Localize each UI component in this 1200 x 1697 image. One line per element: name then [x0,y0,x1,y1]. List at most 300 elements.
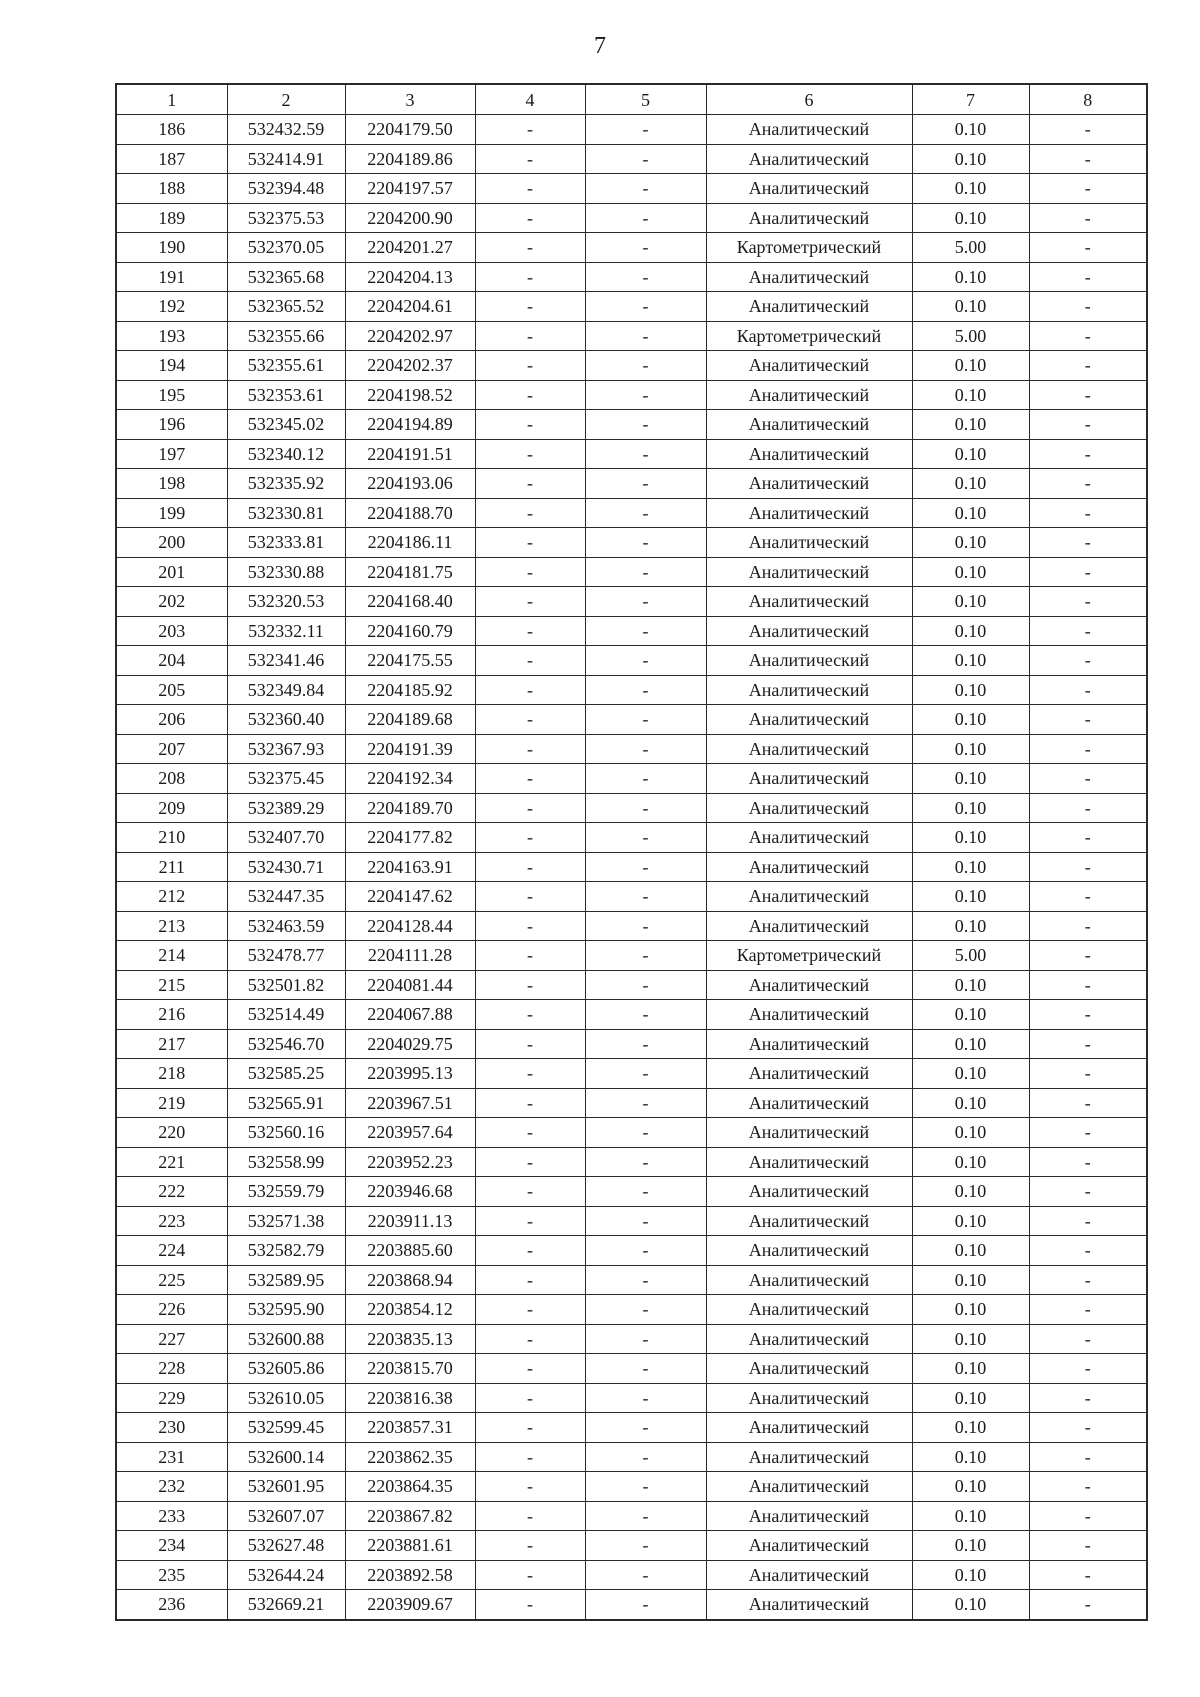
y-coordinate-cell: 2204188.70 [345,498,475,528]
column-4-cell: - [475,1000,585,1030]
table-row [116,1177,1147,1207]
point-number-cell: 231 [116,1442,227,1472]
accuracy-cell: 0.10 [912,646,1029,676]
x-coordinate-cell: 532320.53 [227,587,345,617]
y-coordinate-cell: 2204202.37 [345,351,475,381]
column-header-1: 1 [116,84,227,115]
y-coordinate-cell: 2203854.12 [345,1295,475,1325]
column-4-cell: - [475,1383,585,1413]
y-coordinate-cell: 2203835.13 [345,1324,475,1354]
accuracy-cell: 0.10 [912,469,1029,499]
table-row [116,203,1147,233]
column-8-cell: - [1029,233,1147,263]
column-5-cell: - [585,823,706,853]
method-cell: Аналитический [706,1177,912,1207]
accuracy-cell: 0.10 [912,1236,1029,1266]
column-8-cell: - [1029,1442,1147,1472]
x-coordinate-cell: 532627.48 [227,1531,345,1561]
header-row [116,84,1147,115]
table-row [116,1147,1147,1177]
method-cell: Аналитический [706,380,912,410]
column-header-6: 6 [706,84,912,115]
accuracy-cell: 0.10 [912,1383,1029,1413]
y-coordinate-cell: 2204185.92 [345,675,475,705]
method-cell: Аналитический [706,1265,912,1295]
accuracy-cell: 0.10 [912,203,1029,233]
column-5-cell: - [585,882,706,912]
accuracy-cell: 0.10 [912,1118,1029,1148]
method-cell: Аналитический [706,1147,912,1177]
column-5-cell: - [585,144,706,174]
x-coordinate-cell: 532330.81 [227,498,345,528]
x-coordinate-cell: 532333.81 [227,528,345,558]
y-coordinate-cell: 2204160.79 [345,616,475,646]
column-8-cell: - [1029,616,1147,646]
method-cell: Аналитический [706,557,912,587]
column-8-cell: - [1029,1354,1147,1384]
column-5-cell: - [585,1442,706,1472]
y-coordinate-cell: 2204191.51 [345,439,475,469]
accuracy-cell: 5.00 [912,321,1029,351]
x-coordinate-cell: 532501.82 [227,970,345,1000]
column-4-cell: - [475,911,585,941]
column-5-cell: - [585,1560,706,1590]
x-coordinate-cell: 532367.93 [227,734,345,764]
column-8-cell: - [1029,439,1147,469]
accuracy-cell: 0.10 [912,1147,1029,1177]
y-coordinate-cell: 2204204.13 [345,262,475,292]
method-cell: Аналитический [706,734,912,764]
table-row [116,1560,1147,1590]
column-4-cell: - [475,1324,585,1354]
column-4-cell: - [475,764,585,794]
point-number-cell: 189 [116,203,227,233]
column-5-cell: - [585,351,706,381]
method-cell: Аналитический [706,1383,912,1413]
point-number-cell: 207 [116,734,227,764]
column-5-cell: - [585,970,706,1000]
column-8-cell: - [1029,1236,1147,1266]
x-coordinate-cell: 532607.07 [227,1501,345,1531]
column-5-cell: - [585,1059,706,1089]
x-coordinate-cell: 532353.61 [227,380,345,410]
y-coordinate-cell: 2203911.13 [345,1206,475,1236]
point-number-cell: 213 [116,911,227,941]
column-4-cell: - [475,469,585,499]
column-4-cell: - [475,1354,585,1384]
column-5-cell: - [585,1147,706,1177]
table-row [116,1501,1147,1531]
y-coordinate-cell: 2203952.23 [345,1147,475,1177]
column-4-cell: - [475,1590,585,1620]
column-5-cell: - [585,616,706,646]
method-cell: Аналитический [706,823,912,853]
column-4-cell: - [475,498,585,528]
column-4-cell: - [475,1059,585,1089]
x-coordinate-cell: 532355.61 [227,351,345,381]
column-5-cell: - [585,705,706,735]
x-coordinate-cell: 532360.40 [227,705,345,735]
accuracy-cell: 0.10 [912,764,1029,794]
x-coordinate-cell: 532600.88 [227,1324,345,1354]
table-row [116,1413,1147,1443]
method-cell: Аналитический [706,498,912,528]
table-row [116,233,1147,263]
y-coordinate-cell: 2204175.55 [345,646,475,676]
accuracy-cell: 0.10 [912,1295,1029,1325]
column-8-cell: - [1029,262,1147,292]
table-row [116,1590,1147,1620]
point-number-cell: 210 [116,823,227,853]
y-coordinate-cell: 2203867.82 [345,1501,475,1531]
table-row [116,1531,1147,1561]
point-number-cell: 216 [116,1000,227,1030]
method-cell: Картометрический [706,233,912,263]
column-4-cell: - [475,1236,585,1266]
x-coordinate-cell: 532601.95 [227,1472,345,1502]
y-coordinate-cell: 2203885.60 [345,1236,475,1266]
x-coordinate-cell: 532349.84 [227,675,345,705]
x-coordinate-cell: 532389.29 [227,793,345,823]
column-8-cell: - [1029,705,1147,735]
page-number: 7 [594,33,606,59]
point-number-cell: 200 [116,528,227,558]
method-cell: Аналитический [706,528,912,558]
column-5-cell: - [585,498,706,528]
y-coordinate-cell: 2204177.82 [345,823,475,853]
method-cell: Аналитический [706,1472,912,1502]
method-cell: Аналитический [706,203,912,233]
y-coordinate-cell: 2204204.61 [345,292,475,322]
point-number-cell: 223 [116,1206,227,1236]
column-4-cell: - [475,262,585,292]
column-5-cell: - [585,380,706,410]
column-4-cell: - [475,1413,585,1443]
accuracy-cell: 0.10 [912,1531,1029,1561]
y-coordinate-cell: 2203957.64 [345,1118,475,1148]
x-coordinate-cell: 532558.99 [227,1147,345,1177]
accuracy-cell: 0.10 [912,1324,1029,1354]
accuracy-cell: 0.10 [912,1354,1029,1384]
column-4-cell: - [475,1088,585,1118]
column-4-cell: - [475,1295,585,1325]
column-8-cell: - [1029,911,1147,941]
accuracy-cell: 0.10 [912,144,1029,174]
table-row [116,292,1147,322]
column-4-cell: - [475,410,585,440]
point-number-cell: 221 [116,1147,227,1177]
accuracy-cell: 0.10 [912,793,1029,823]
point-number-cell: 215 [116,970,227,1000]
column-5-cell: - [585,410,706,440]
y-coordinate-cell: 2204081.44 [345,970,475,1000]
column-5-cell: - [585,852,706,882]
table-row [116,351,1147,381]
accuracy-cell: 0.10 [912,351,1029,381]
column-header-4: 4 [475,84,585,115]
point-number-cell: 217 [116,1029,227,1059]
y-coordinate-cell: 2203857.31 [345,1413,475,1443]
accuracy-cell: 5.00 [912,233,1029,263]
column-4-cell: - [475,1206,585,1236]
column-8-cell: - [1029,1531,1147,1561]
y-coordinate-cell: 2204189.86 [345,144,475,174]
accuracy-cell: 0.10 [912,498,1029,528]
column-8-cell: - [1029,1472,1147,1502]
column-8-cell: - [1029,646,1147,676]
accuracy-cell: 0.10 [912,1413,1029,1443]
table-row [116,1442,1147,1472]
point-number-cell: 194 [116,351,227,381]
column-8-cell: - [1029,1383,1147,1413]
accuracy-cell: 0.10 [912,1206,1029,1236]
point-number-cell: 198 [116,469,227,499]
column-5-cell: - [585,734,706,764]
table-row [116,1324,1147,1354]
x-coordinate-cell: 532600.14 [227,1442,345,1472]
column-5-cell: - [585,1177,706,1207]
table-row [116,528,1147,558]
column-5-cell: - [585,911,706,941]
x-coordinate-cell: 532605.86 [227,1354,345,1384]
x-coordinate-cell: 532669.21 [227,1590,345,1620]
column-4-cell: - [475,941,585,971]
point-number-cell: 195 [116,380,227,410]
table-row [116,1118,1147,1148]
y-coordinate-cell: 2204192.34 [345,764,475,794]
table-row [116,262,1147,292]
column-8-cell: - [1029,292,1147,322]
column-5-cell: - [585,439,706,469]
point-number-cell: 211 [116,852,227,882]
table-row [116,144,1147,174]
table-row [116,941,1147,971]
column-4-cell: - [475,1501,585,1531]
y-coordinate-cell: 2203946.68 [345,1177,475,1207]
method-cell: Аналитический [706,292,912,322]
column-5-cell: - [585,1324,706,1354]
method-cell: Аналитический [706,1236,912,1266]
column-header-5: 5 [585,84,706,115]
table-row [116,174,1147,204]
accuracy-cell: 0.10 [912,1059,1029,1089]
x-coordinate-cell: 532560.16 [227,1118,345,1148]
accuracy-cell: 0.10 [912,262,1029,292]
table-row [116,587,1147,617]
column-8-cell: - [1029,557,1147,587]
column-5-cell: - [585,528,706,558]
column-5-cell: - [585,174,706,204]
accuracy-cell: 0.10 [912,675,1029,705]
y-coordinate-cell: 2204179.50 [345,115,475,145]
column-5-cell: - [585,587,706,617]
x-coordinate-cell: 532430.71 [227,852,345,882]
y-coordinate-cell: 2204181.75 [345,557,475,587]
x-coordinate-cell: 532414.91 [227,144,345,174]
column-5-cell: - [585,1590,706,1620]
column-4-cell: - [475,587,585,617]
x-coordinate-cell: 532355.66 [227,321,345,351]
column-8-cell: - [1029,1206,1147,1236]
table-row [116,1472,1147,1502]
column-8-cell: - [1029,941,1147,971]
column-5-cell: - [585,203,706,233]
x-coordinate-cell: 532375.45 [227,764,345,794]
column-8-cell: - [1029,1560,1147,1590]
accuracy-cell: 0.10 [912,616,1029,646]
table-row [116,439,1147,469]
method-cell: Аналитический [706,144,912,174]
method-cell: Аналитический [706,1295,912,1325]
x-coordinate-cell: 532644.24 [227,1560,345,1590]
column-4-cell: - [475,115,585,145]
column-5-cell: - [585,115,706,145]
point-number-cell: 235 [116,1560,227,1590]
y-coordinate-cell: 2203864.35 [345,1472,475,1502]
column-header-8: 8 [1029,84,1147,115]
table-row [116,380,1147,410]
accuracy-cell: 0.10 [912,1472,1029,1502]
y-coordinate-cell: 2204193.06 [345,469,475,499]
table-row [116,115,1147,145]
column-8-cell: - [1029,1118,1147,1148]
method-cell: Аналитический [706,1059,912,1089]
column-8-cell: - [1029,1324,1147,1354]
method-cell: Аналитический [706,1442,912,1472]
column-5-cell: - [585,1413,706,1443]
column-8-cell: - [1029,469,1147,499]
column-8-cell: - [1029,1147,1147,1177]
x-coordinate-cell: 532330.88 [227,557,345,587]
table-row [116,469,1147,499]
table-row [116,705,1147,735]
x-coordinate-cell: 532365.52 [227,292,345,322]
x-coordinate-cell: 532559.79 [227,1177,345,1207]
column-5-cell: - [585,1118,706,1148]
column-4-cell: - [475,1560,585,1590]
column-8-cell: - [1029,1590,1147,1620]
y-coordinate-cell: 2204168.40 [345,587,475,617]
point-number-cell: 206 [116,705,227,735]
point-number-cell: 196 [116,410,227,440]
method-cell: Аналитический [706,1088,912,1118]
table-row [116,1383,1147,1413]
column-5-cell: - [585,941,706,971]
column-4-cell: - [475,734,585,764]
x-coordinate-cell: 532582.79 [227,1236,345,1266]
method-cell: Аналитический [706,174,912,204]
x-coordinate-cell: 532546.70 [227,1029,345,1059]
method-cell: Аналитический [706,705,912,735]
column-5-cell: - [585,646,706,676]
column-8-cell: - [1029,115,1147,145]
x-coordinate-cell: 532514.49 [227,1000,345,1030]
accuracy-cell: 0.10 [912,823,1029,853]
point-number-cell: 208 [116,764,227,794]
x-coordinate-cell: 532332.11 [227,616,345,646]
method-cell: Аналитический [706,616,912,646]
method-cell: Аналитический [706,1531,912,1561]
accuracy-cell: 5.00 [912,941,1029,971]
column-8-cell: - [1029,1501,1147,1531]
accuracy-cell: 0.10 [912,1029,1029,1059]
point-number-cell: 218 [116,1059,227,1089]
point-number-cell: 193 [116,321,227,351]
accuracy-cell: 0.10 [912,528,1029,558]
column-8-cell: - [1029,734,1147,764]
point-number-cell: 212 [116,882,227,912]
column-4-cell: - [475,351,585,381]
point-number-cell: 188 [116,174,227,204]
column-5-cell: - [585,1088,706,1118]
point-number-cell: 201 [116,557,227,587]
point-number-cell: 220 [116,1118,227,1148]
column-4-cell: - [475,233,585,263]
point-number-cell: 190 [116,233,227,263]
column-8-cell: - [1029,675,1147,705]
column-8-cell: - [1029,410,1147,440]
column-header-2: 2 [227,84,345,115]
column-4-cell: - [475,174,585,204]
column-4-cell: - [475,852,585,882]
column-4-cell: - [475,705,585,735]
column-8-cell: - [1029,970,1147,1000]
table-row [116,1059,1147,1089]
point-number-cell: 205 [116,675,227,705]
column-8-cell: - [1029,587,1147,617]
accuracy-cell: 0.10 [912,882,1029,912]
column-8-cell: - [1029,882,1147,912]
point-number-cell: 227 [116,1324,227,1354]
accuracy-cell: 0.10 [912,852,1029,882]
point-number-cell: 232 [116,1472,227,1502]
method-cell: Аналитический [706,1413,912,1443]
accuracy-cell: 0.10 [912,1088,1029,1118]
accuracy-cell: 0.10 [912,1590,1029,1620]
column-4-cell: - [475,1147,585,1177]
y-coordinate-cell: 2204029.75 [345,1029,475,1059]
x-coordinate-cell: 532370.05 [227,233,345,263]
accuracy-cell: 0.10 [912,970,1029,1000]
column-4-cell: - [475,1442,585,1472]
method-cell: Аналитический [706,587,912,617]
table-row [116,1029,1147,1059]
x-coordinate-cell: 532585.25 [227,1059,345,1089]
column-8-cell: - [1029,1000,1147,1030]
point-number-cell: 197 [116,439,227,469]
point-number-cell: 209 [116,793,227,823]
y-coordinate-cell: 2203909.67 [345,1590,475,1620]
accuracy-cell: 0.10 [912,410,1029,440]
column-5-cell: - [585,1029,706,1059]
accuracy-cell: 0.10 [912,439,1029,469]
column-5-cell: - [585,1206,706,1236]
column-8-cell: - [1029,1413,1147,1443]
column-5-cell: - [585,292,706,322]
column-4-cell: - [475,557,585,587]
column-8-cell: - [1029,174,1147,204]
accuracy-cell: 0.10 [912,115,1029,145]
accuracy-cell: 0.10 [912,1265,1029,1295]
table-row [116,321,1147,351]
x-coordinate-cell: 532394.48 [227,174,345,204]
column-4-cell: - [475,528,585,558]
method-cell: Картометрический [706,941,912,971]
table-row [116,1265,1147,1295]
method-cell: Аналитический [706,1560,912,1590]
point-number-cell: 224 [116,1236,227,1266]
coordinates-table [115,83,1148,1621]
